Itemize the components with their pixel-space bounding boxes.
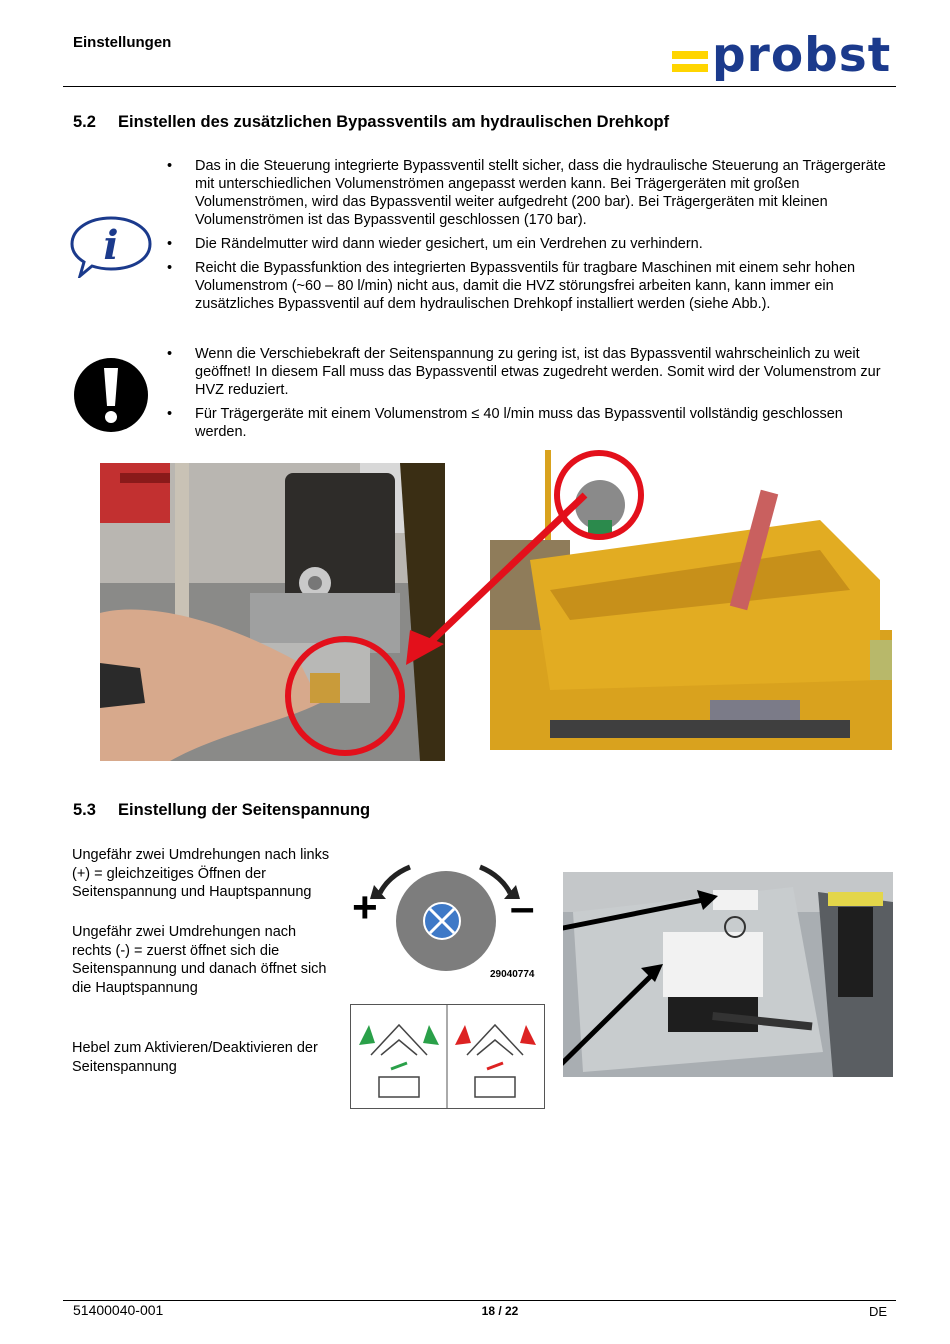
- warning-bullet-list: [165, 345, 895, 447]
- knob-plus-label: +: [352, 883, 378, 932]
- header-rule: [63, 86, 896, 87]
- warning-bullet: • Wenn die Verschiebekraft der Seitenspannung zu gering ist, ist das Bypassventil wahrscheinlich zu weit geöffnet! In diesem Fall muss das Bypassventil etwas zugedreht werden. Somit wird der Volumenstrom zur HVZ reduziert.: [165, 345, 895, 399]
- probst-logo: [672, 28, 892, 86]
- knob-diagram: [350, 855, 550, 985]
- info-bullet-list: [165, 157, 895, 319]
- info-bullet: • Reicht die Bypassfunktion des integrierten Bypassventils für tragbare Maschinen mit einem sehr hohen Volumenstrom (~60 – 80 l/min) nicht aus, damit die HVZ störungsfrei arbeiten kann, kann immer ein zusätzliches Bypassventil auf dem hydraulischen Drehkopf installiert werden (siehe Abb.).: [165, 259, 895, 313]
- lever-plate-photo: [563, 872, 893, 1077]
- turn-left-paragraph: Ungefähr zwei Umdrehungen nach links (+) = gleichzeitiges Öffnen der Seitenspannung und Hauptspannung: [72, 847, 330, 900]
- section-title: Einstellen des zusätzlichen Bypassventils am hydraulischen Drehkopf: [118, 113, 670, 131]
- section-5-2-heading: [0, 113, 950, 135]
- page-number: 18 / 22: [481, 1304, 519, 1318]
- section-5-3-heading: [0, 801, 950, 823]
- knob-minus-label: –: [510, 883, 535, 932]
- lever-paragraph: Hebel zum Aktivieren/Deaktivieren der Seitenspannung: [72, 1040, 318, 1075]
- info-icon: [70, 214, 152, 278]
- logo-text: probst: [712, 28, 892, 83]
- document-number: 51400040-001: [73, 1302, 164, 1318]
- footer-rule: [63, 1300, 896, 1301]
- language-code: DE: [869, 1304, 888, 1319]
- section-number: 5.3: [73, 801, 96, 819]
- section-number: 5.2: [73, 113, 96, 131]
- svg-text:i: i: [103, 222, 119, 269]
- logo-bar-bottom: [672, 64, 708, 72]
- warning-bullet: • Für Trägergeräte mit einem Volumenstrom ≤ 40 l/min muss das Bypassventil vollständig geschlossen werden.: [165, 405, 895, 441]
- lever-sticker: [350, 1004, 545, 1109]
- warning-icon: [72, 356, 150, 434]
- red-arrow: [380, 480, 600, 680]
- info-bullet: • Die Rändelmutter wird dann wieder gesichert, um ein Verdrehen zu verhindern.: [165, 235, 895, 253]
- header-section-title: Einstellungen: [73, 34, 172, 51]
- knob-part-code: 29040774: [490, 969, 535, 980]
- turn-right-paragraph: Ungefähr zwei Umdrehungen nach rechts (-) = zuerst öffnet sich die Seitenspannung und danach öffnet sich die Hauptspannung: [72, 924, 327, 996]
- section-title: Einstellung der Seitenspannung: [118, 801, 371, 819]
- logo-bar-top: [672, 51, 708, 59]
- info-bullet: • Das in die Steuerung integrierte Bypassventil stellt sicher, dass die hydraulische Steuerung an Trägergeräte mit unterschiedlichen Volumenströmen angepasst werden kann. Bei Trägergeräten mit großen Volumenströmen, wird das Bypassventil weiter aufgedreht (200 bar). Bei Trägergeräten mit kleinen Volumenströmen ist das Bypassventil geschlossen (170 bar).: [165, 157, 895, 229]
